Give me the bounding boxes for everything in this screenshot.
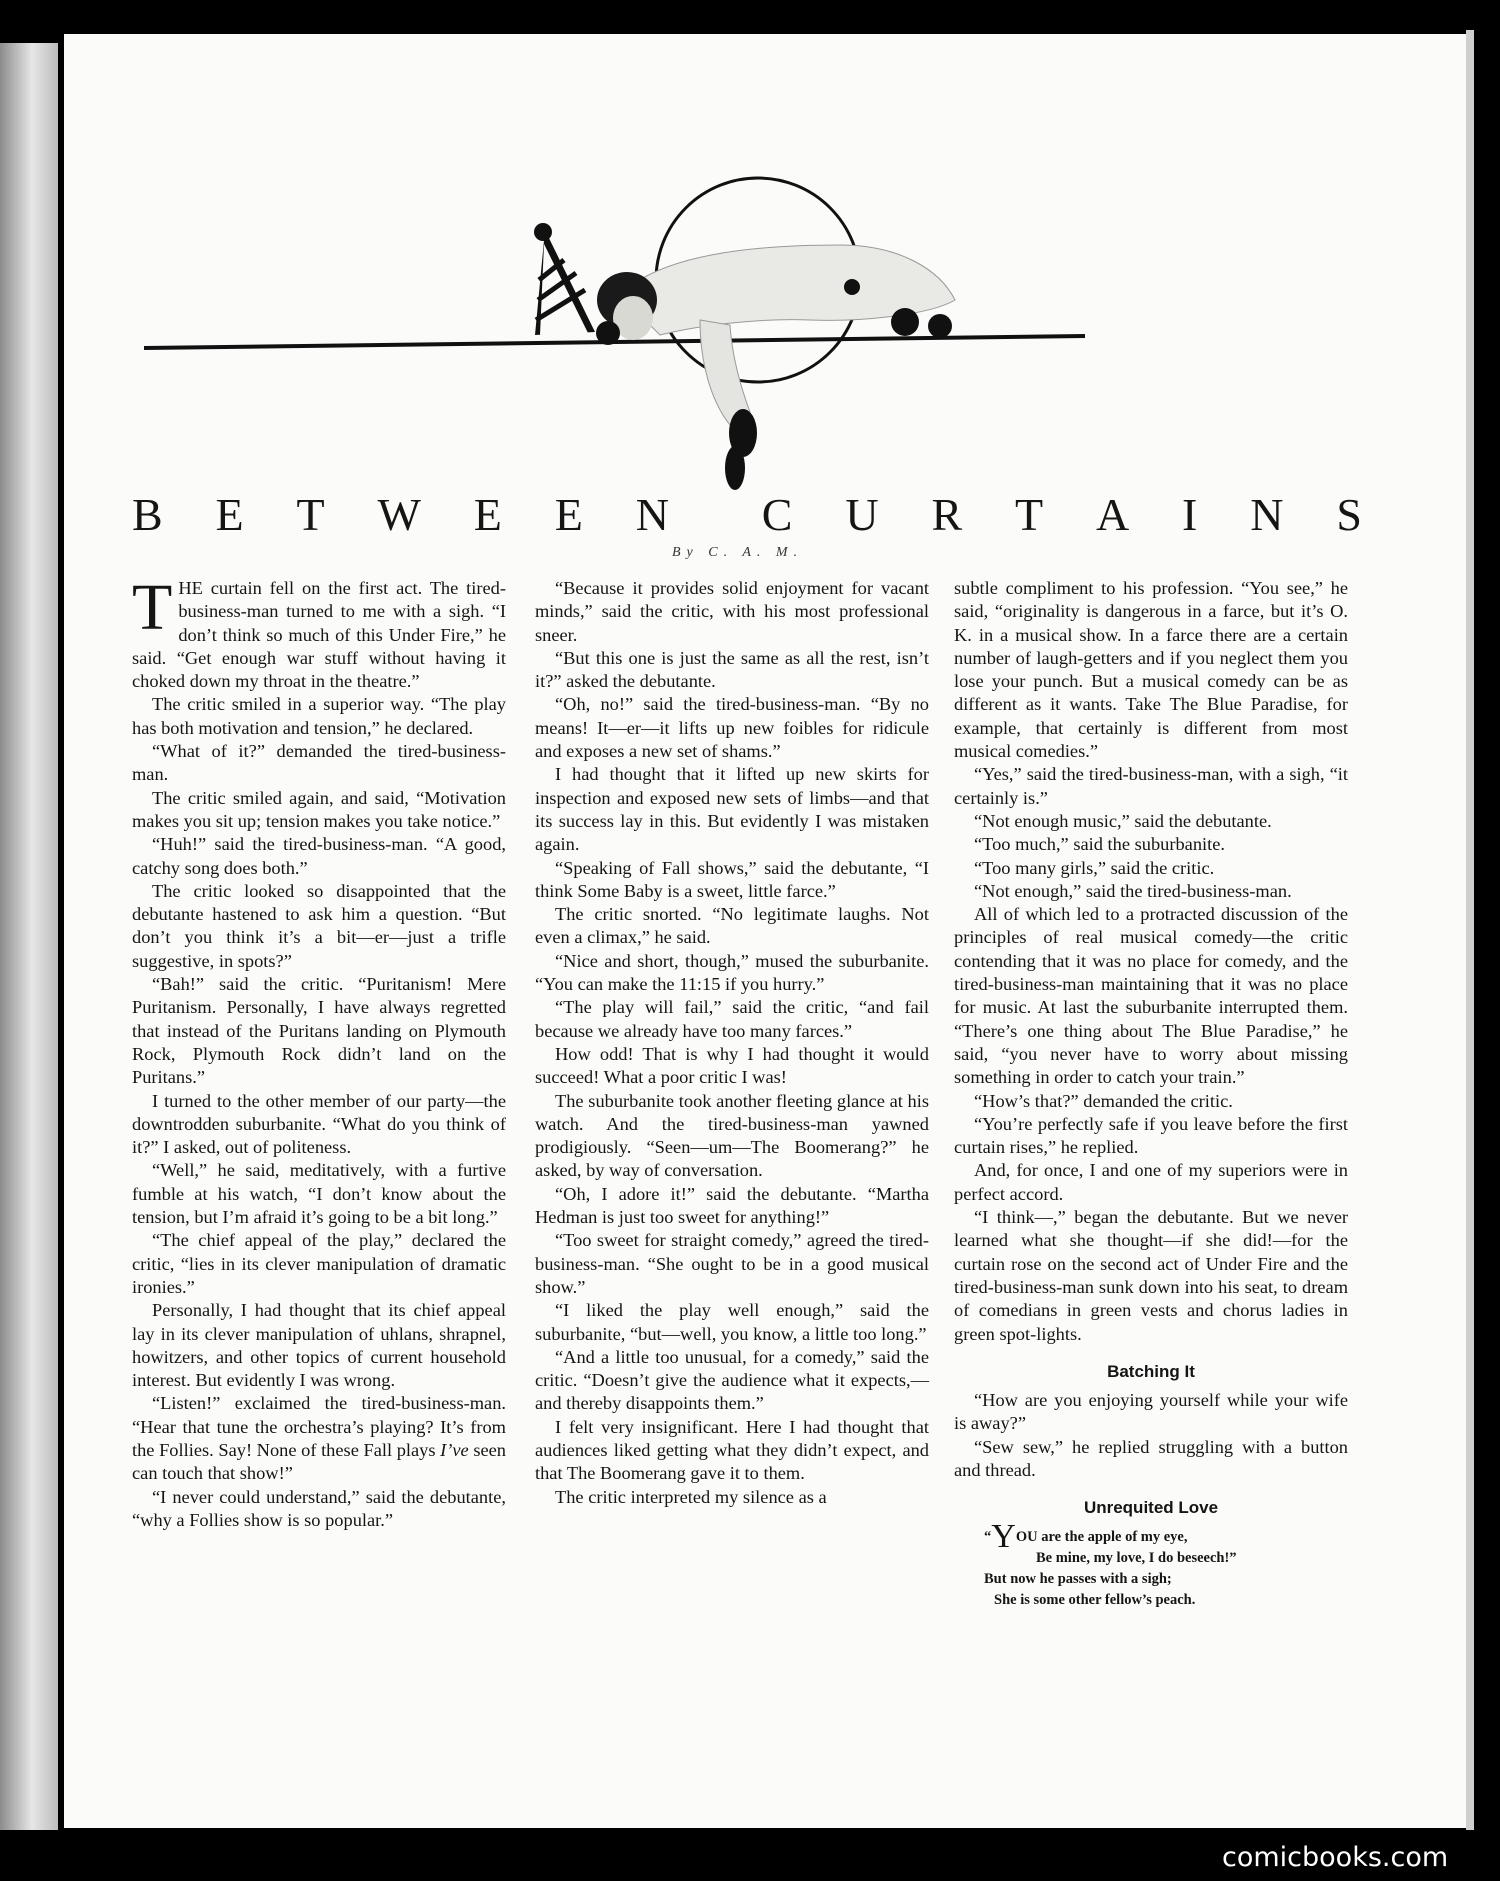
paragraph: I turned to the other member of our party—the downtrodden suburbanite. “What do you think of it?” I asked, out of politeness. — [132, 1090, 506, 1158]
title-letter: N — [635, 489, 669, 540]
paragraph: “Bah!” said the critic. “Puritanism! Mere Puritanism. Personally, I have always regretted that instead of the Puritans landing on Plymouth Rock, Plymouth Rock didn’t land on the Puritans.” — [132, 974, 506, 1088]
paragraph: The suburbanite took another fleeting glance at his watch. And the tired-business-man yawned prodigiously. “Seen—um—The Boomerang?” he asked, by way of conversation. — [535, 1090, 929, 1181]
title-letter: W — [377, 489, 421, 540]
paragraph: “Too sweet for straight comedy,” agreed the tired-business-man. “She ought to be in a good musical show.” — [535, 1230, 929, 1297]
title-letter: C — [761, 489, 793, 540]
paragraph: subtle compliment to his profession. “You see,” he said, “originality is dangerous in a farce, but it’s O. K. in a musical show. In a farce there are a certain number of laugh-getters and if you neglect them you lose your punch. But a musical comedy can be as different as it wants. Take The Blue Paradise, for example, that certainly is different from most musical comedies.” — [954, 578, 1348, 762]
pierrot-figure — [596, 245, 955, 490]
title-letter: E — [215, 489, 244, 540]
paragraph: “Nice and short, though,” mused the suburbanite. “You can make the 11:15 if you hurry.” — [535, 950, 929, 995]
paragraph: I felt very insignificant. Here I had thought that audiences liked getting what they didn’t expect, and that The Boomerang gave it to them. — [535, 1416, 929, 1484]
clown-hat-icon — [534, 223, 595, 335]
title-letter: B — [132, 489, 163, 540]
title-letter: E — [554, 489, 583, 540]
text-column-1 — [132, 571, 506, 1532]
paragraph: The critic snorted. “No legitimate laughs. Not even a climax,” he said. — [535, 904, 929, 948]
watermark: comicbooks.com — [1222, 1842, 1449, 1873]
title-letter: T — [296, 489, 325, 540]
poem-line: “YOU are the apple of my eye, — [984, 1517, 1188, 1555]
paragraph: “How are you enjoying yourself while your wife is away?” — [954, 1390, 1348, 1434]
paragraph: “Too much,” said the suburbanite. — [974, 834, 1226, 855]
paragraph: “You’re perfectly safe if you leave before the first curtain rises,” he replied. — [954, 1113, 1348, 1158]
paragraph: The critic smiled again, and said, “Motivation makes you sit up; tension makes you take notice.” — [132, 787, 506, 831]
paragraph: “Oh, no!” said the tired-business-man. “By no means! It—er—it lifts up new foibles for ridicule and exposes a new set of shams.” — [535, 694, 929, 762]
paragraph: “Oh, I adore it!” said the debutante. “Martha Hedman is just too sweet for anything!” — [535, 1183, 929, 1228]
title-letter: E — [473, 489, 502, 540]
poem — [984, 1517, 1348, 1611]
title-letter: R — [931, 489, 963, 540]
paragraph: “I never could understand,” said the debutante, “why a Follies show is so popular.” — [132, 1486, 506, 1530]
paragraph: “Listen!” exclaimed the tired-business-man. “Hear that tune the orchestra’s playing? It’s from the Follies. Say! None of these Fall plays I’ve seen can touch that show!” — [132, 1393, 506, 1484]
paragraph: I had thought that it lifted up new skirts for inspection and exposed new sets of limbs—and that its success lay in this. But evidently I was mistaken again. — [535, 764, 929, 855]
paragraph: “Because it provides solid enjoyment for vacant minds,” said the critic, with his most professional sneer. — [535, 578, 929, 645]
paragraph: “But this one is just the same as all the rest, isn’t it?” asked the debutante. — [535, 647, 929, 692]
paragraph: Personally, I had thought that its chief appeal lay in its clever manipulation of uhlans, shrapnel, howitzers, and other topics of current household interest. But evidently I was wrong. — [132, 1300, 506, 1391]
clown-illustration — [140, 150, 1140, 520]
paragraph: The critic interpreted my silence as a — [555, 1486, 827, 1507]
paragraph: “Well,” he said, meditatively, with a furtive fumble at his watch, “I don’t know about the tension, but I’m afraid it’s going to be a bit long.” — [132, 1160, 506, 1228]
paragraph: “What of it?” demanded the tired-business-man. — [132, 741, 506, 785]
title-letter: A — [1095, 489, 1130, 540]
paragraph: All of which led to a protracted discussion of the principles of real musical comedy—the critic contending that it was no place for comedy, and the tired-business-man maintaining that it was no place for music. At last the suburbanite interrupted them. “There’s one thing about The Blue Paradise,” he said, “you never have to worry about missing something in order to catch your train.” — [954, 904, 1348, 1088]
paragraph: “I think—,” began the debutante. But we never learned what she thought—if she did!—for the curtain rose on the second act of Under Fire and the tired-business-man sunk down into his seat, to dream of comedians in green vests and chorus ladies in green spot-lights. — [954, 1207, 1348, 1344]
paragraph: “Sew sew,” he replied struggling with a button and thread. — [954, 1436, 1348, 1480]
paragraph: “Not enough,” said the tired-business-man. — [974, 880, 1292, 901]
poem-line: Be mine, my love, I do beseech!” — [1036, 1549, 1237, 1566]
unrequited-love-heading: Unrequited Love — [1083, 1498, 1219, 1518]
batching-it-heading: Batching It — [1107, 1361, 1195, 1381]
page-right-edge — [1466, 30, 1474, 1830]
title-letter: N — [1250, 489, 1284, 540]
paragraph: “Not enough music,” said the debutante. — [974, 810, 1272, 831]
paragraph: “How’s that?” demanded the critic. — [974, 1090, 1233, 1111]
title-letter: T — [1014, 489, 1044, 540]
drop-cap: T — [132, 571, 173, 644]
paragraph: “Too many girls,” said the critic. — [974, 857, 1215, 878]
title-letter: U — [845, 489, 879, 540]
text-column-2 — [535, 577, 929, 1509]
title-letter: S — [1336, 489, 1362, 540]
paragraph: And, for once, I and one of my superiors were in perfect accord. — [954, 1160, 1348, 1204]
title-letter: I — [1182, 489, 1198, 540]
paragraph: “I liked the play well enough,” said the suburbanite, “but—well, you know, a little too long.” — [535, 1300, 929, 1344]
paragraph: “And a little too unusual, for a comedy,” said the critic. “Doesn’t give the audience what it expects,—and thereby disappoints them.” — [535, 1346, 929, 1414]
text-column-3 — [954, 577, 1348, 1611]
paragraph: “Yes,” said the tired-business-man, with a sigh, “it certainly is.” — [954, 764, 1348, 808]
article-title — [132, 488, 1362, 541]
paragraph: “Huh!” said the tired-business-man. “A good, catchy song does both.” — [132, 834, 506, 878]
paragraph: The critic looked so disappointed that the debutante hastened to ask him a question. “But don’t you think it’s a bit—er—just a trifle suggestive, in spots?” — [132, 880, 506, 971]
paragraph: THE curtain fell on the first act. The tired-business-man turned to me with a sigh. “I don’t think so much of this Under Fire,” he said. “Get enough war stuff without having it choked down my throat in the theatre.” — [132, 571, 506, 692]
poem-line: She is some other fellow’s peach. — [994, 1591, 1196, 1608]
poem-drop-cap: Y — [991, 1517, 1016, 1555]
poem-line: But now he passes with a sigh; — [984, 1570, 1172, 1587]
paragraph: “The play will fail,” said the critic, “and fail because we already have too many farces.” — [535, 997, 929, 1041]
paragraph: The critic smiled in a superior way. “The play has both motivation and tension,” he declared. — [132, 694, 506, 738]
byline: By C. A. M. — [672, 545, 804, 560]
paragraph: How odd! That is why I had thought it would succeed! What a poor critic I was! — [535, 1043, 929, 1088]
paragraph: “Speaking of Fall shows,” said the debutante, “I think Some Baby is a sweet, little farce.” — [535, 857, 929, 901]
paragraph: “The chief appeal of the play,” declared the critic, “lies in its clever manipulation of dramatic ironies.” — [132, 1230, 506, 1297]
facing-page-edge — [0, 43, 58, 1830]
